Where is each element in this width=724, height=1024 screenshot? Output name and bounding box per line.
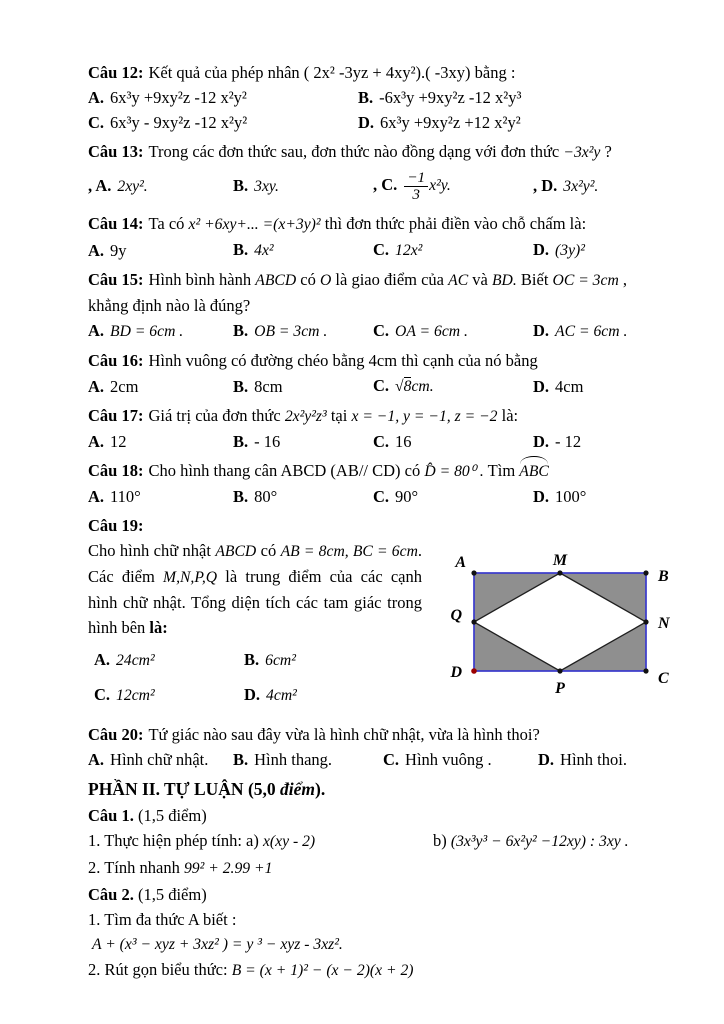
option-text: 3x²y². bbox=[563, 178, 599, 195]
fraction-numerator: −1 bbox=[404, 170, 428, 187]
option-q19-a bbox=[94, 647, 244, 673]
option-key: C. bbox=[94, 685, 111, 704]
option-text: Hình thoi. bbox=[560, 750, 627, 769]
option-q16-d bbox=[533, 374, 674, 399]
option-q14-c bbox=[373, 237, 533, 263]
question-16-options bbox=[88, 373, 674, 399]
option-q20-c bbox=[383, 747, 538, 772]
option-text: 90° bbox=[395, 487, 419, 506]
question-17-options bbox=[88, 429, 674, 454]
option-q17-b bbox=[233, 429, 373, 454]
option-text: 16 bbox=[395, 432, 412, 451]
question-19-options bbox=[88, 647, 422, 708]
option-text: 9y bbox=[110, 240, 127, 260]
cau1-item1-pre: 1. Thực hiện phép tính: a) bbox=[88, 831, 263, 850]
question-20-label: Câu 20: bbox=[88, 725, 144, 744]
midpoint-label-M: M bbox=[552, 552, 568, 569]
vertex-dot-B bbox=[643, 570, 648, 575]
vertex-dot-A bbox=[471, 570, 476, 575]
option-key: D. bbox=[533, 487, 550, 506]
question-19-left-column bbox=[88, 538, 422, 708]
option-key: D. bbox=[533, 432, 550, 451]
part2-cau1-item1 bbox=[88, 828, 674, 854]
question-20-options bbox=[88, 747, 674, 772]
question-14-title bbox=[88, 211, 674, 237]
option-key: B. bbox=[233, 376, 249, 396]
vertex-dot-C bbox=[643, 668, 648, 673]
question-12-text: Kết quả của phép nhân ( 2x² -3yz + 4xy²).( -3xy) bằng : bbox=[148, 63, 516, 82]
option-text: 100° bbox=[555, 487, 587, 506]
question-18-label: Câu 18: bbox=[88, 461, 144, 480]
question-18 bbox=[88, 458, 674, 509]
option-q20-a bbox=[88, 747, 233, 772]
question-15 bbox=[88, 267, 674, 344]
fraction bbox=[404, 170, 428, 203]
option-key: C. bbox=[373, 376, 390, 395]
question-19 bbox=[88, 513, 674, 708]
option-text: 4cm² bbox=[266, 687, 297, 704]
widehat-abc: ABC bbox=[519, 459, 549, 484]
question-12 bbox=[88, 60, 674, 135]
question-19-label: Câu 19: bbox=[88, 516, 144, 535]
vertex-label-A: A bbox=[455, 554, 466, 571]
question-15-title bbox=[88, 267, 674, 293]
question-18-options bbox=[88, 484, 674, 509]
option-q19-c bbox=[94, 682, 244, 708]
question-15-options bbox=[88, 318, 674, 344]
option-key: C. bbox=[373, 321, 390, 340]
question-18-text: Cho hình thang cân ABCD (AB// CD) có bbox=[148, 461, 425, 480]
option-text: 12cm² bbox=[116, 687, 155, 704]
option-text: 8cm bbox=[254, 376, 283, 396]
option-q18-d bbox=[533, 484, 674, 509]
option-key: A. bbox=[88, 321, 105, 340]
vertex-label-B: B bbox=[658, 568, 669, 585]
question-20-text: Tứ giác nào sau đây vừa là hình chữ nhật, vừa là hình thoi? bbox=[148, 725, 540, 744]
option-q15-c bbox=[373, 318, 533, 344]
vertex-label-C: C bbox=[658, 670, 669, 687]
question-14 bbox=[88, 211, 674, 263]
midpoint-dot-N bbox=[643, 619, 648, 624]
midpoint-dot-M bbox=[557, 570, 562, 575]
option-q17-c bbox=[373, 429, 533, 454]
option-text: Hình thang. bbox=[254, 750, 333, 769]
option-key: C. bbox=[88, 113, 105, 132]
option-key: A. bbox=[88, 88, 105, 107]
cau1-item1-expression-b: (3x³y³ − 6x²y² −12xy) : 3xy . bbox=[450, 833, 629, 850]
option-key: B. bbox=[233, 432, 249, 451]
midpoint-label-P: P bbox=[555, 680, 565, 697]
option-text: OB = 3cm . bbox=[254, 323, 328, 340]
option-key: A. bbox=[88, 240, 105, 260]
question-20-title bbox=[88, 722, 674, 747]
question-15-label: Câu 15: bbox=[88, 270, 144, 289]
option-q14-d bbox=[533, 237, 674, 263]
option-q18-b bbox=[233, 484, 373, 509]
option-text: 4cm bbox=[555, 376, 584, 396]
option-key: A. bbox=[88, 487, 105, 506]
option-text: 2cm bbox=[110, 376, 139, 396]
option-text: 80° bbox=[254, 487, 278, 506]
option-key: , A. bbox=[88, 176, 112, 195]
option-key: B. bbox=[244, 650, 260, 669]
cau1-item1-b bbox=[433, 828, 674, 854]
option-q13-d bbox=[533, 173, 674, 199]
cau1-item1-expression-a: x(xy - 2) bbox=[262, 833, 316, 850]
option-q20-d bbox=[538, 747, 674, 772]
option-text: OA = 6cm . bbox=[395, 323, 468, 340]
midpoint-dot-Q bbox=[471, 619, 476, 624]
option-text: 12 bbox=[110, 432, 127, 451]
option-q12-d bbox=[358, 110, 674, 135]
question-14-options bbox=[88, 237, 674, 263]
option-text: -6x³y +9xy²z -12 x²y³ bbox=[379, 88, 522, 107]
option-q14-a bbox=[88, 238, 233, 263]
option-text: - 16 bbox=[254, 432, 281, 451]
option-key: A. bbox=[88, 750, 105, 769]
option-q20-b bbox=[233, 747, 383, 772]
cau2-equation: A + (x³ − xyz + 3xz² ) = y ³ − xyz - 3xz². bbox=[92, 936, 343, 953]
part2-heading: PHẦN II. TỰ LUẬN (5,0 điểm). bbox=[88, 779, 326, 799]
option-key: A. bbox=[94, 650, 111, 669]
cau1-item1-a bbox=[88, 828, 433, 854]
option-text: 24cm² bbox=[116, 652, 155, 669]
vertex-label-D: D bbox=[450, 664, 462, 681]
option-key: B. bbox=[233, 487, 249, 506]
vertex-dot-D bbox=[471, 668, 477, 674]
option-key: D. bbox=[533, 376, 550, 396]
question-14-text: Ta có x² +6xy+... =(x+3y)² thì đơn thức phải điền vào chỗ chấm là: bbox=[148, 214, 587, 233]
option-q17-d bbox=[533, 429, 674, 454]
cau2-item2-pre: 2. Rút gọn biểu thức: bbox=[88, 960, 232, 979]
question-13-label: Câu 13: bbox=[88, 142, 144, 161]
question-16-text: Hình vuông có đường chéo bằng 4cm thì cạnh của nó bằng bbox=[148, 351, 538, 370]
option-text: 4x² bbox=[254, 242, 274, 259]
angle-d-hat: D̂ bbox=[424, 463, 436, 480]
question-18-title bbox=[88, 458, 674, 484]
question-17 bbox=[88, 403, 674, 454]
option-text: 110° bbox=[110, 487, 141, 506]
figure-svg bbox=[436, 548, 698, 698]
fraction-denominator: 3 bbox=[412, 185, 420, 203]
question-16 bbox=[88, 348, 674, 399]
option-text: x²y. bbox=[429, 176, 451, 194]
option-key: A. bbox=[88, 376, 105, 396]
option-q18-c bbox=[373, 484, 533, 509]
cau2-item2-expression: B = (x + 1)² − (x − 2)(x + 2) bbox=[231, 962, 414, 979]
question-16-title bbox=[88, 348, 674, 373]
question-13 bbox=[88, 139, 674, 207]
option-key: D. bbox=[538, 750, 555, 769]
question-15-text: Hình bình hành ABCD có O là giao điểm của AC và BD. Biết OC = 3cm , bbox=[148, 270, 628, 289]
part2-cau2-item1: 1. Tìm đa thức A biết : bbox=[88, 910, 237, 929]
radicand: 8 bbox=[403, 378, 412, 395]
option-key: D. bbox=[358, 113, 375, 132]
question-12-title bbox=[88, 60, 674, 85]
angle-equation: = 80⁰ . bbox=[435, 463, 484, 480]
part2-cau2-heading: Câu 2. (1,5 điểm) bbox=[88, 885, 207, 904]
option-key: B. bbox=[358, 88, 374, 107]
option-text: Hình vuông . bbox=[405, 750, 492, 769]
midpoint-label-Q: Q bbox=[450, 607, 462, 624]
option-key: D. bbox=[533, 240, 550, 259]
cau1-item2-expression: 99² + 2.99 +1 bbox=[183, 860, 273, 877]
option-key: B. bbox=[233, 176, 249, 195]
option-text: (3y)² bbox=[555, 242, 585, 259]
option-q18-a bbox=[88, 484, 233, 509]
cau1-item2-pre: 2. Tính nhanh bbox=[88, 858, 184, 877]
option-q12-c bbox=[88, 110, 358, 135]
option-text: 12x² bbox=[395, 242, 423, 259]
option-text: 6x³y +9xy²z +12 x²y² bbox=[380, 113, 521, 132]
option-q15-d bbox=[533, 318, 674, 344]
midpoint-label-N: N bbox=[658, 615, 670, 632]
question-12-options bbox=[88, 85, 674, 135]
option-q12-b bbox=[358, 85, 674, 110]
option-q17-a bbox=[88, 429, 233, 454]
option-key: , D. bbox=[533, 176, 558, 195]
question-17-label: Câu 17: bbox=[88, 406, 144, 425]
option-text: - 12 bbox=[555, 432, 582, 451]
option-q15-b bbox=[233, 318, 373, 344]
option-q12-a bbox=[88, 85, 358, 110]
option-key: , C. bbox=[373, 174, 398, 194]
option-text: 3xy. bbox=[254, 178, 279, 195]
midpoint-dot-P bbox=[557, 668, 562, 673]
option-q14-b bbox=[233, 237, 373, 263]
option-key: B. bbox=[233, 240, 249, 259]
option-key: C. bbox=[373, 432, 390, 451]
option-text: cm. bbox=[411, 378, 434, 395]
question-15-text-line2: khẳng định nào là đúng? bbox=[88, 296, 251, 315]
bottom-whitespace bbox=[88, 983, 674, 1003]
option-q19-b bbox=[244, 647, 422, 673]
part2-cau1-heading: Câu 1. (1,5 điểm) bbox=[88, 806, 207, 825]
radical-sign: √ bbox=[395, 378, 404, 395]
option-text: 2xy². bbox=[117, 178, 148, 195]
cau1-item1-b-key: b) bbox=[433, 831, 451, 850]
question-13-title bbox=[88, 139, 674, 165]
question-13-text: Trong các đơn thức sau, đơn thức nào đồng dạng với đơn thức −3x²y ? bbox=[148, 142, 612, 161]
question-17-title bbox=[88, 403, 674, 429]
question-19-text: Cho hình chữ nhật ABCD có AB = 8cm, BC = 6cm. Các điểm M,N,P,Q là trung điểm của các cạnh hình chữ nhật. Tổng diện tích các tam giác trong hình bên là: bbox=[88, 541, 422, 637]
option-q13-c bbox=[373, 170, 533, 203]
part2-cau1-item2 bbox=[88, 854, 674, 882]
option-text: BD = 6cm . bbox=[110, 323, 184, 340]
option-q13-b bbox=[233, 173, 373, 199]
option-key: C. bbox=[373, 487, 390, 506]
option-text: 6x³y - 9xy²z -12 x²y² bbox=[110, 113, 248, 132]
option-q15-a bbox=[88, 318, 233, 344]
option-q16-b bbox=[233, 374, 373, 399]
option-key: B. bbox=[233, 321, 249, 340]
option-text: 6x³y +9xy²z -12 x²y² bbox=[110, 88, 247, 107]
option-key: D. bbox=[244, 685, 261, 704]
question-13-options bbox=[88, 165, 674, 207]
option-q16-c bbox=[373, 373, 533, 399]
option-q19-d bbox=[244, 682, 422, 708]
option-key: A. bbox=[88, 432, 105, 451]
question-16-label: Câu 16: bbox=[88, 351, 144, 370]
question-17-text: Giá trị của đơn thức 2x²y²z³ tại x = −1, y = −1, z = −2 là: bbox=[148, 406, 519, 425]
option-key: B. bbox=[233, 750, 249, 769]
question-14-label: Câu 14: bbox=[88, 214, 144, 233]
rectangle-midpoints-figure bbox=[436, 548, 698, 705]
option-text: 6cm² bbox=[265, 652, 296, 669]
question-19-title bbox=[88, 513, 674, 538]
option-key: D. bbox=[533, 321, 550, 340]
option-key: C. bbox=[383, 750, 400, 769]
part2-cau2-item2 bbox=[88, 957, 674, 983]
option-key: C. bbox=[373, 240, 390, 259]
question-20 bbox=[88, 722, 674, 772]
question-18-find: Tìm bbox=[483, 461, 520, 480]
option-q13-a bbox=[88, 173, 233, 199]
option-q16-a bbox=[88, 374, 233, 399]
sqrt-expression bbox=[395, 377, 411, 395]
option-text: AC = 6cm . bbox=[555, 323, 628, 340]
question-12-label: Câu 12: bbox=[88, 63, 144, 82]
question-19-body bbox=[88, 538, 712, 708]
option-text: Hình chữ nhật. bbox=[110, 750, 209, 769]
